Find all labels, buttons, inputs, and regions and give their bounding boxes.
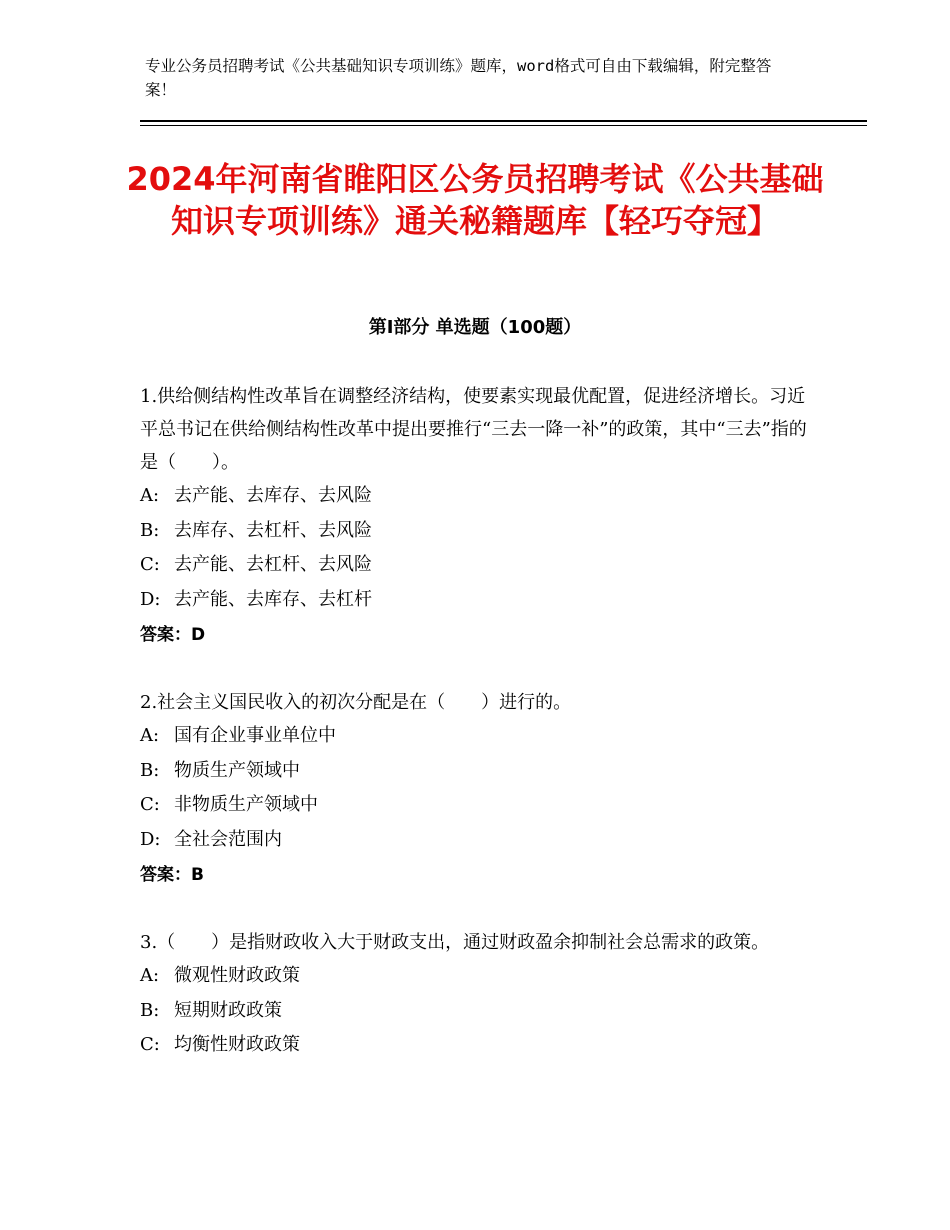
option-d [140,823,810,858]
document-title: 2024年河南省睢阳区公务员招聘考试《公共基础知识专项训练》通关秘籍题库【轻巧夺冠】 [126,160,824,240]
option-b [140,754,810,789]
option-d [140,583,810,618]
question-stem: 3.（ ）是指财政收入大于财政支出，通过财政盈余抑制社会总需求的政策。 [140,932,770,953]
option-text: 去库存、去杠杆、去风险 [174,519,372,541]
option-key: C: [140,554,160,575]
option-c [140,548,810,583]
option-key: C: [140,794,160,815]
option-text: 微观性财政政策 [174,965,300,986]
question-list [140,380,810,1096]
option-key: C: [140,1034,160,1055]
option-key: A: [140,485,160,506]
option-c [140,788,810,823]
answer-label: 答案：D [140,625,206,645]
option-c [140,1028,810,1063]
option-b [140,994,810,1029]
option-text: 去产能、去库存、去风险 [174,485,372,506]
option-text: 非物质生产领域中 [174,794,318,815]
option-text: 去产能、去杠杆、去风险 [174,554,372,575]
question-3 [140,926,810,1063]
answer-label: 答案：B [140,865,204,885]
option-key: D: [140,588,161,610]
option-b [140,514,810,549]
option-a [140,959,810,994]
header-divider-thick [140,120,867,122]
option-text: 均衡性财政政策 [174,1034,300,1055]
option-key: A: [140,965,160,986]
question-stem: 2.社会主义国民收入的初次分配是在（ ）进行的。 [140,692,572,713]
option-text: 国有企业事业单位中 [174,725,336,746]
option-a [140,719,810,754]
question-1 [140,380,810,653]
section-title: 第Ⅰ部分 单选题（100题） [368,317,582,338]
header-divider-thin [140,125,867,126]
option-key: D: [140,828,161,850]
option-a [140,479,810,514]
option-text: 物质生产领域中 [174,759,300,781]
option-text: 短期财政政策 [174,999,282,1021]
option-text: 去产能、去库存、去杠杆 [174,588,372,610]
option-text: 全社会范围内 [174,828,282,850]
question-stem: 1.供给侧结构性改革旨在调整经济结构，使要素实现最优配置，促进经济增长。习近平总书记在供给侧结构性改革中提出要推行“三去一降一补”的政策，其中“三去”指的是（ ）。 [140,386,807,473]
option-key: B: [140,519,160,541]
question-2 [140,686,810,893]
option-key: B: [140,999,160,1021]
header-note: 专业公务员招聘考试《公共基础知识专项训练》题库，word格式可自由下载编辑，附完整答案！ [145,57,772,99]
option-key: A: [140,725,160,746]
option-key: B: [140,759,160,781]
